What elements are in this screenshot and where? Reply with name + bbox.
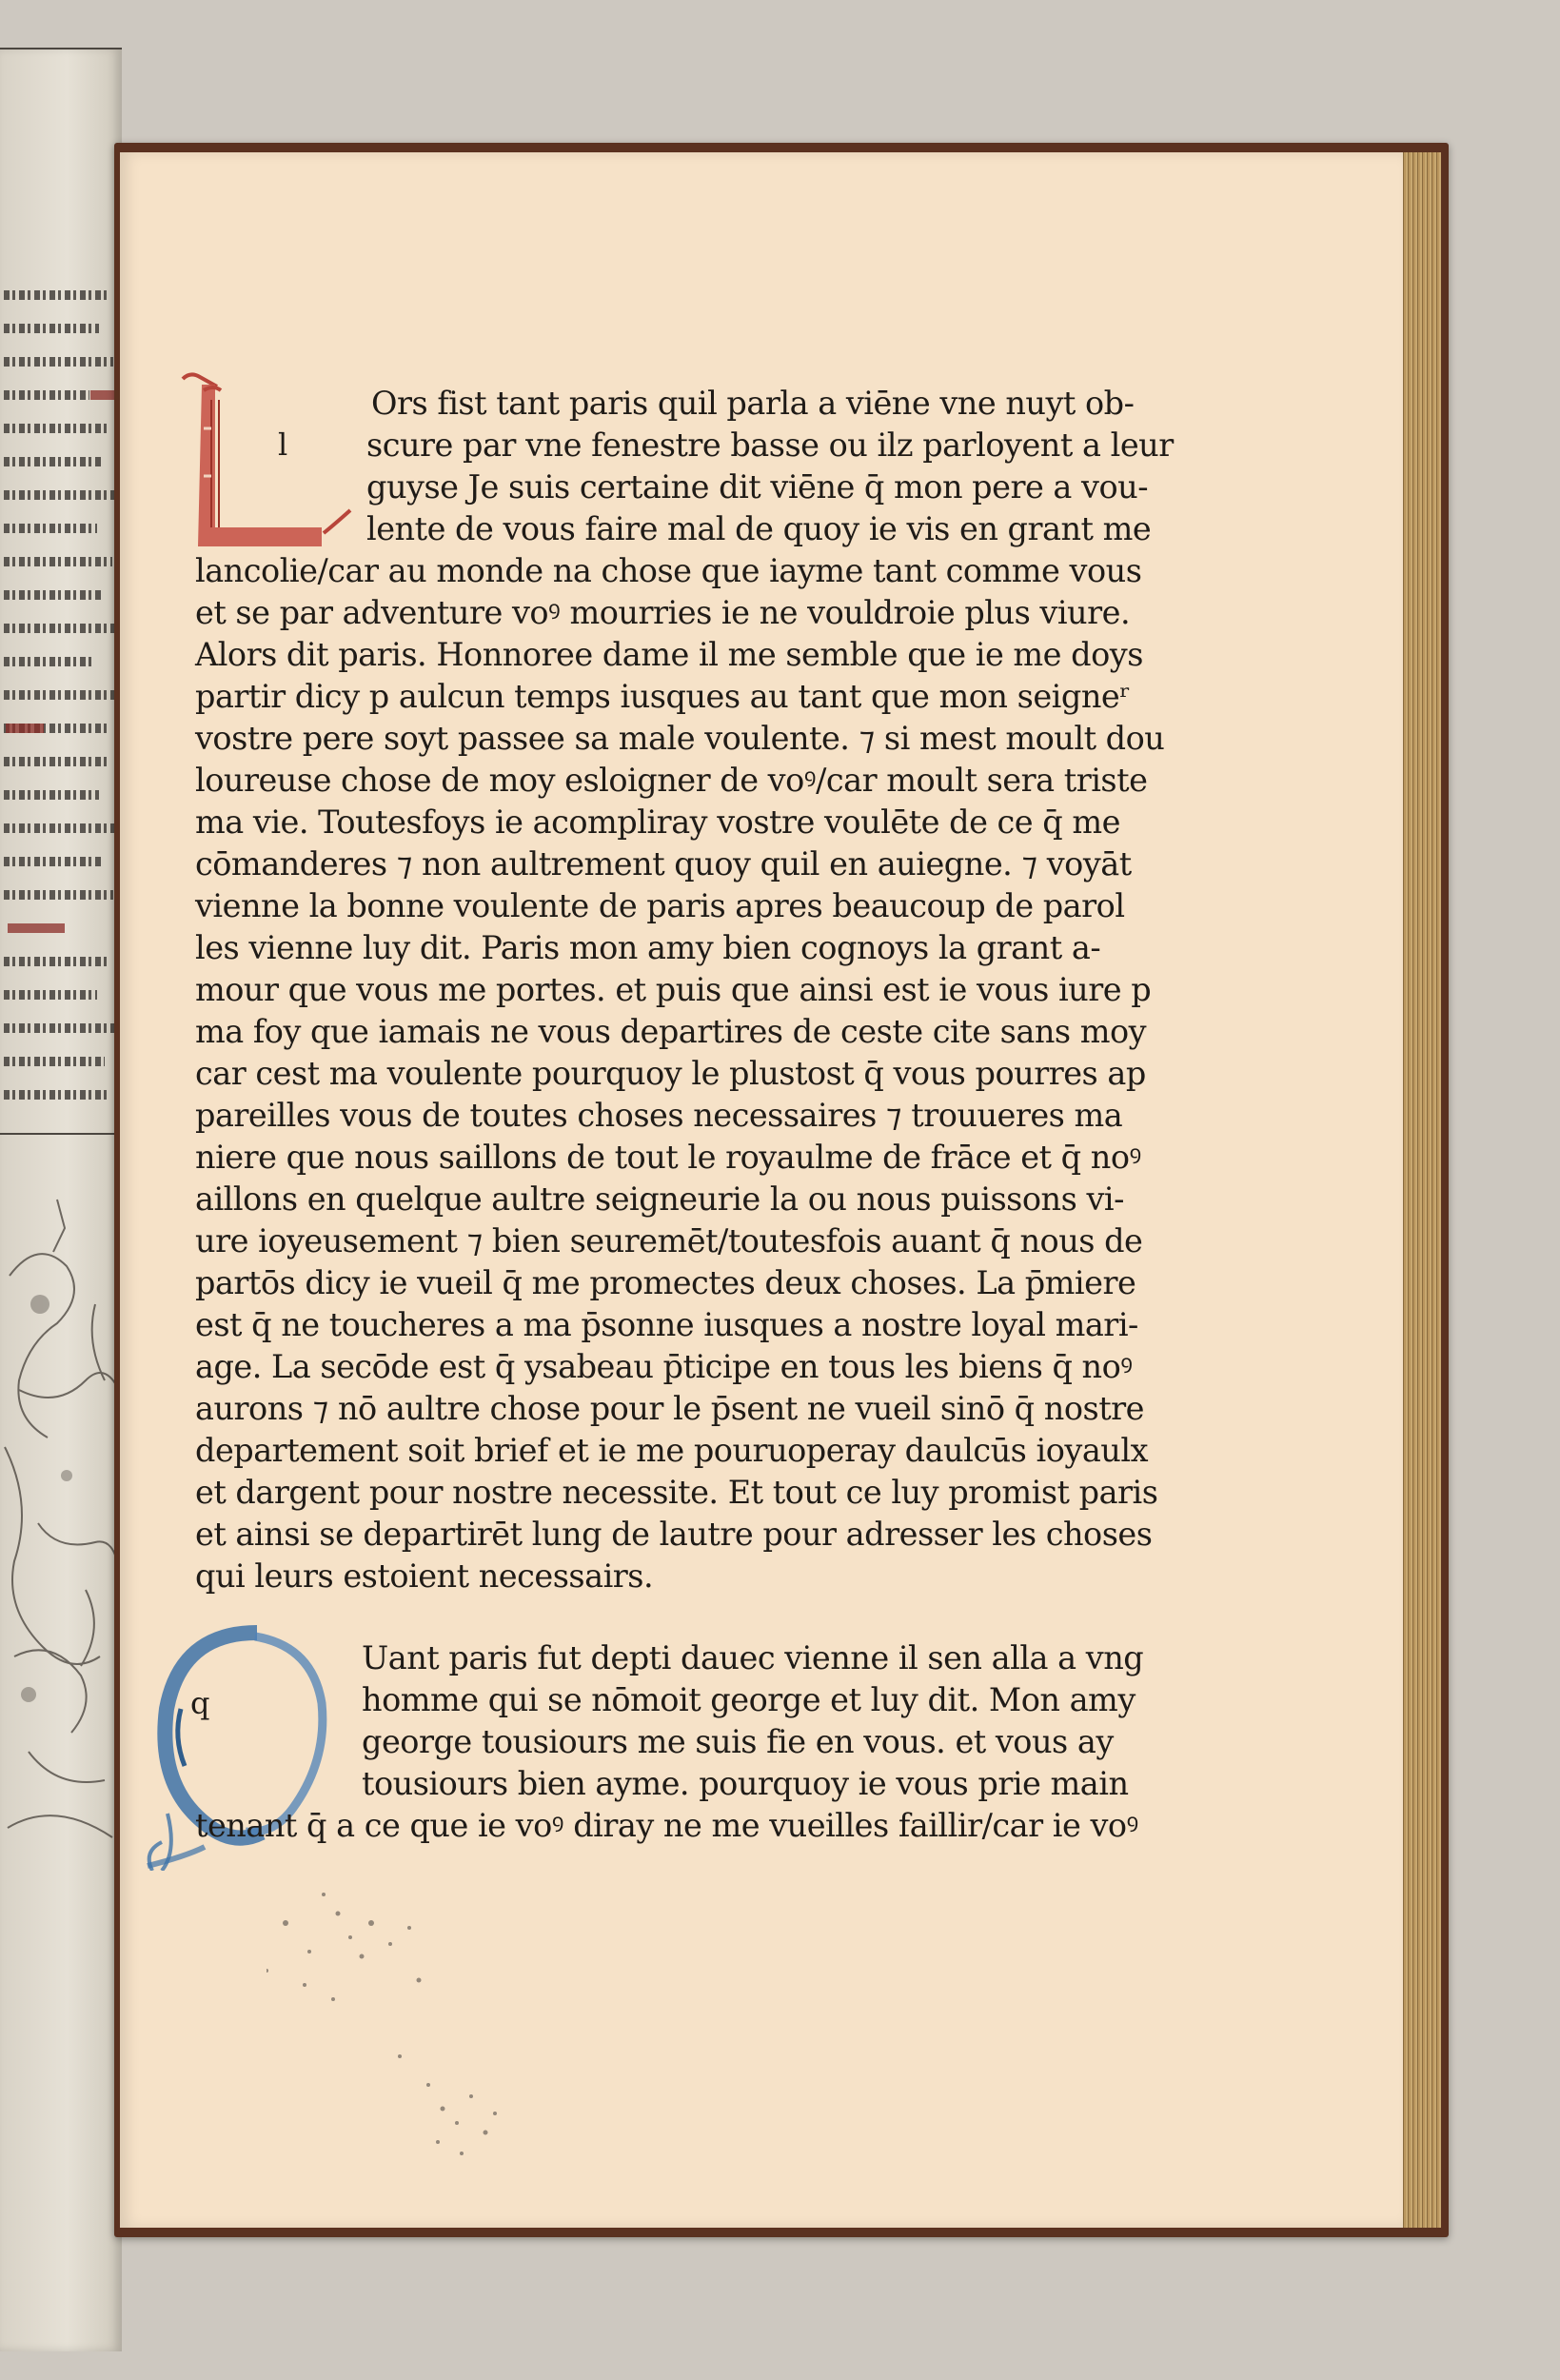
facing-text-line bbox=[4, 1090, 110, 1100]
facing-text-line bbox=[4, 1057, 105, 1066]
text-line: ma foy que iamais ne vous departires de ceste cite sans moy bbox=[195, 1013, 1147, 1050]
text-line: qui leurs estoient necessairs. bbox=[195, 1557, 654, 1595]
text-line: est q̄ ne toucheres a ma p̄sonne iusques a nostre loyal mari- bbox=[195, 1306, 1138, 1343]
text-line: homme qui se nōmoit george et luy dit. Mon amy bbox=[362, 1681, 1135, 1718]
text-line: george tousiours me suis fie en vous. et vous ay bbox=[362, 1723, 1114, 1760]
text-line: car cest ma voulente pourquoy le plustost q̄ vous pourres ap bbox=[195, 1055, 1146, 1092]
text-line: ure ioyeusement ⁊ bien seuremēt/toutesfois auant q̄ nous de bbox=[195, 1222, 1143, 1259]
text-line: niere que nous saillons de tout le royaulme de frāce et q̄ noꝰ bbox=[195, 1139, 1141, 1176]
text-line: mour que vous me portes. et puis que ainsi est ie vous iure p bbox=[195, 971, 1152, 1008]
facing-page bbox=[0, 48, 122, 2351]
facing-rubric bbox=[90, 390, 117, 400]
text-line: departement soit brief et ie me pouruoperay daulcūs ioyaulx bbox=[195, 1432, 1148, 1469]
facing-text-line bbox=[4, 357, 113, 367]
page-edges bbox=[1401, 152, 1441, 2228]
text-line: Ors fist tant paris quil parla a viēne vne nuyt ob- bbox=[371, 385, 1135, 422]
facing-text-line bbox=[4, 823, 116, 833]
text-line: Uant paris fut depti dauec vienne il sen alla a vng bbox=[362, 1639, 1144, 1676]
facing-text-line bbox=[4, 324, 99, 333]
guide-letter-l: l bbox=[278, 426, 288, 463]
facing-rubric bbox=[8, 923, 65, 933]
text-line: et ainsi se departirēt lung de lautre pour adresser les choses bbox=[195, 1516, 1153, 1553]
facing-rubric bbox=[6, 724, 44, 733]
page-rule bbox=[0, 48, 122, 50]
guide-letter-q: q bbox=[190, 1685, 210, 1721]
text-line: age. La secōde est q̄ ysabeau p̄ticipe en tous les biens q̄ noꝰ bbox=[195, 1348, 1133, 1385]
text-line: partir dicy p aulcun temps iusques au tant que mon seigneʳ bbox=[195, 678, 1131, 715]
facing-text-line bbox=[4, 290, 109, 300]
text-line: ma vie. Toutesfoys ie acompliray vostre voulēte de ce q̄ me bbox=[195, 803, 1120, 841]
text-line: tenant q̄ a ce que ie voꝰ diray ne me vueilles faillir/car ie voꝰ bbox=[195, 1807, 1138, 1844]
facing-text-line bbox=[4, 790, 99, 800]
text-line: lancolie/car au monde na chose que iayme tant comme vous bbox=[195, 552, 1142, 589]
text-line: tousiours bien ayme. pourquoy ie vous prie main bbox=[362, 1765, 1129, 1802]
text-line: cōmanderes ⁊ non aultrement quoy quil en auiegne. ⁊ voyāt bbox=[195, 845, 1132, 883]
text-line: pareilles vous de toutes choses necessaires ⁊ trouueres ma bbox=[195, 1097, 1123, 1134]
text-line: Alors dit paris. Honnoree dame il me semble que ie me doys bbox=[195, 636, 1143, 673]
woodcut-border bbox=[0, 1133, 122, 1135]
facing-text-line bbox=[4, 557, 112, 566]
facing-text-line bbox=[4, 424, 110, 433]
facing-text-line bbox=[4, 457, 104, 466]
facing-text-line bbox=[4, 590, 101, 600]
text-line: et se par adventure voꝰ mourries ie ne vouldroie plus viure. bbox=[195, 594, 1131, 631]
facing-text-line bbox=[4, 890, 113, 900]
facing-text-line bbox=[4, 957, 109, 966]
text-line: loureuse chose de moy esloigner de voꝰ/car moult sera triste bbox=[195, 762, 1148, 799]
text-line: aillons en quelque aultre seigneurie la ou nous puissons vi- bbox=[195, 1180, 1124, 1218]
ink-specks bbox=[267, 1885, 514, 2171]
initial-l-illuminated bbox=[181, 371, 354, 552]
facing-text-line bbox=[4, 690, 114, 700]
facing-text-line bbox=[4, 490, 116, 500]
text-line: vostre pere soyt passee sa male voulente. ⁊ si mest moult dou bbox=[195, 720, 1165, 757]
facing-text-line bbox=[4, 390, 89, 400]
text-line: scure par vne fenestre basse ou ilz parloyent a leur bbox=[366, 426, 1174, 464]
text-line: guyse Je suis certaine dit viēne q̄ mon pere a vou- bbox=[366, 468, 1149, 506]
facing-text-line bbox=[4, 657, 94, 666]
text-line: les vienne luy dit. Paris mon amy bien cognoys la grant a- bbox=[195, 929, 1101, 966]
facing-text-line bbox=[4, 757, 110, 766]
facing-text-line bbox=[4, 1023, 115, 1033]
text-line: lente de vous faire mal de quoy ie vis en grant me bbox=[366, 510, 1152, 547]
facing-text-line bbox=[4, 990, 97, 1000]
text-line: et dargent pour nostre necessite. Et tout ce luy promist paris bbox=[195, 1474, 1158, 1511]
text-line: vienne la bonne voulente de paris apres beaucoup de parol bbox=[195, 887, 1125, 924]
facing-text-line bbox=[4, 857, 103, 866]
woodcut-illustration bbox=[0, 1161, 122, 1933]
facing-text-line bbox=[4, 624, 118, 633]
facing-text-line bbox=[4, 524, 97, 533]
text-line: partōs dicy ie vueil q̄ me promectes deux choses. La p̄miere bbox=[195, 1264, 1136, 1301]
text-line: aurons ⁊ nō aultre chose pour le p̄sent ne vueil sinō q̄ nostre bbox=[195, 1390, 1144, 1427]
